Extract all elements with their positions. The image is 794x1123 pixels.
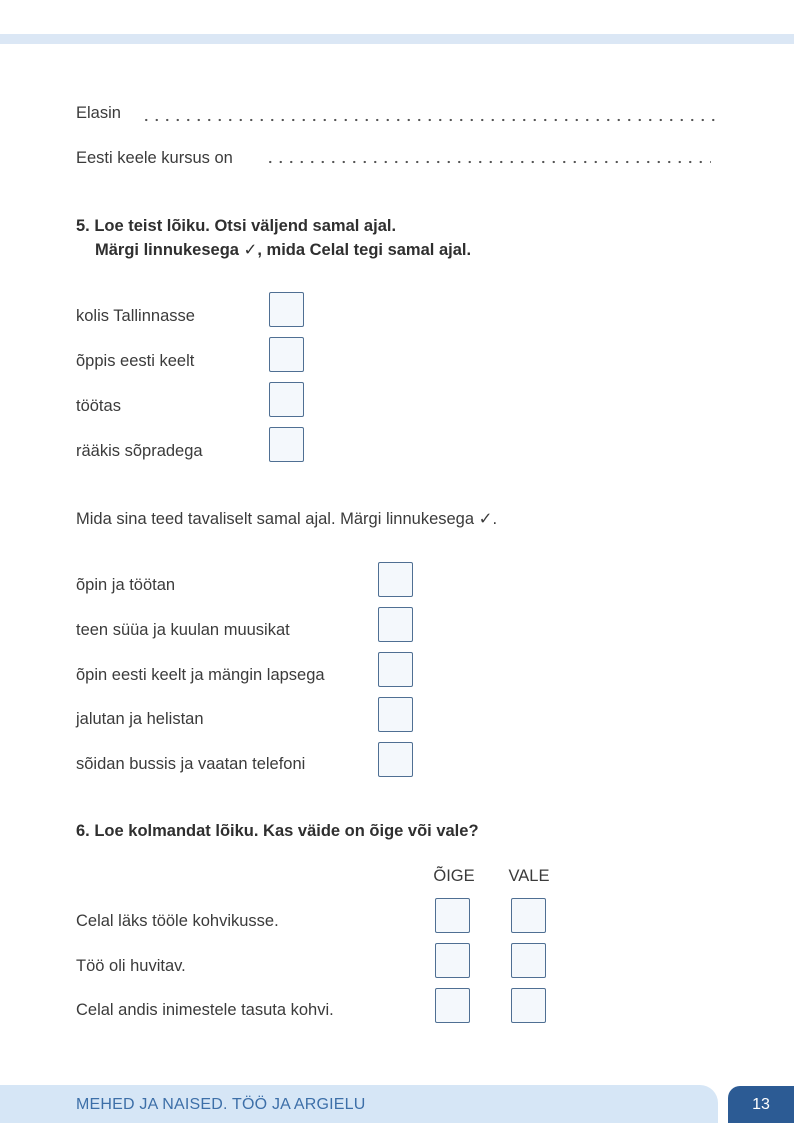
footer-chapter-title: MEHED JA NAISED. TÖÖ JA ARGIELU [76, 1096, 366, 1113]
task5-heading-line2: Märgi linnukesega ✓, mida Celal tegi samal ajal. [95, 241, 472, 259]
fill-line-label-kursus: Eesti keele kursus on [76, 149, 233, 167]
task6-column-false: VALE [508, 867, 550, 885]
task6-statement: Celal läks tööle kohvikusse. [76, 912, 279, 930]
task6-statement: Celal andis inimestele tasuta kohvi. [76, 1001, 334, 1019]
task5b-item-label: jalutan ja helistan [76, 710, 204, 728]
task5b-checkbox[interactable] [378, 562, 413, 597]
task6-false-checkbox[interactable] [511, 988, 546, 1023]
task5b-checkbox[interactable] [378, 607, 413, 642]
task5b-checkbox[interactable] [378, 697, 413, 732]
task6-false-checkbox[interactable] [511, 898, 546, 933]
task5-item-label: kolis Tallinnasse [76, 307, 195, 325]
task5b-checkbox[interactable] [378, 652, 413, 687]
task5-checkbox[interactable] [269, 382, 304, 417]
task5-item-label: õppis eesti keelt [76, 352, 195, 370]
page-number: 13 [752, 1096, 770, 1113]
task6-true-checkbox[interactable] [435, 943, 470, 978]
task5b-item-label: õpin eesti keelt ja mängin lapsega [76, 666, 325, 684]
task5-checkbox[interactable] [269, 292, 304, 327]
task5-item-label: rääkis sõpradega [76, 442, 203, 460]
task5b-item-label: teen süüa ja kuulan muusikat [76, 621, 290, 639]
task5-heading-line1: 5. Loe teist lõiku. Otsi väljend samal ajal. [76, 217, 397, 235]
task5b-item-label: sõidan bussis ja vaatan telefoni [76, 755, 306, 773]
top-decorative-bar [0, 34, 794, 44]
task5-checkbox[interactable] [269, 427, 304, 462]
task5b-checkbox[interactable] [378, 742, 413, 777]
task5b-item-label: õpin ja töötan [76, 576, 176, 594]
task6-false-checkbox[interactable] [511, 943, 546, 978]
fill-line-kursus[interactable] [265, 160, 711, 164]
task6-true-checkbox[interactable] [435, 898, 470, 933]
task6-column-true: ÕIGE [433, 867, 475, 885]
task6-true-checkbox[interactable] [435, 988, 470, 1023]
fill-line-label-elasin: Elasin [76, 104, 121, 122]
task5-checkbox[interactable] [269, 337, 304, 372]
task6-heading: 6. Loe kolmandat lõiku. Kas väide on õige või vale? [76, 822, 479, 840]
task5-item-label: töötas [76, 397, 121, 415]
fill-line-elasin[interactable] [141, 118, 716, 122]
task5b-instruction: Mida sina teed tavaliselt samal ajal. Märgi linnukesega ✓. [76, 510, 498, 528]
task6-statement: Töö oli huvitav. [76, 957, 186, 975]
